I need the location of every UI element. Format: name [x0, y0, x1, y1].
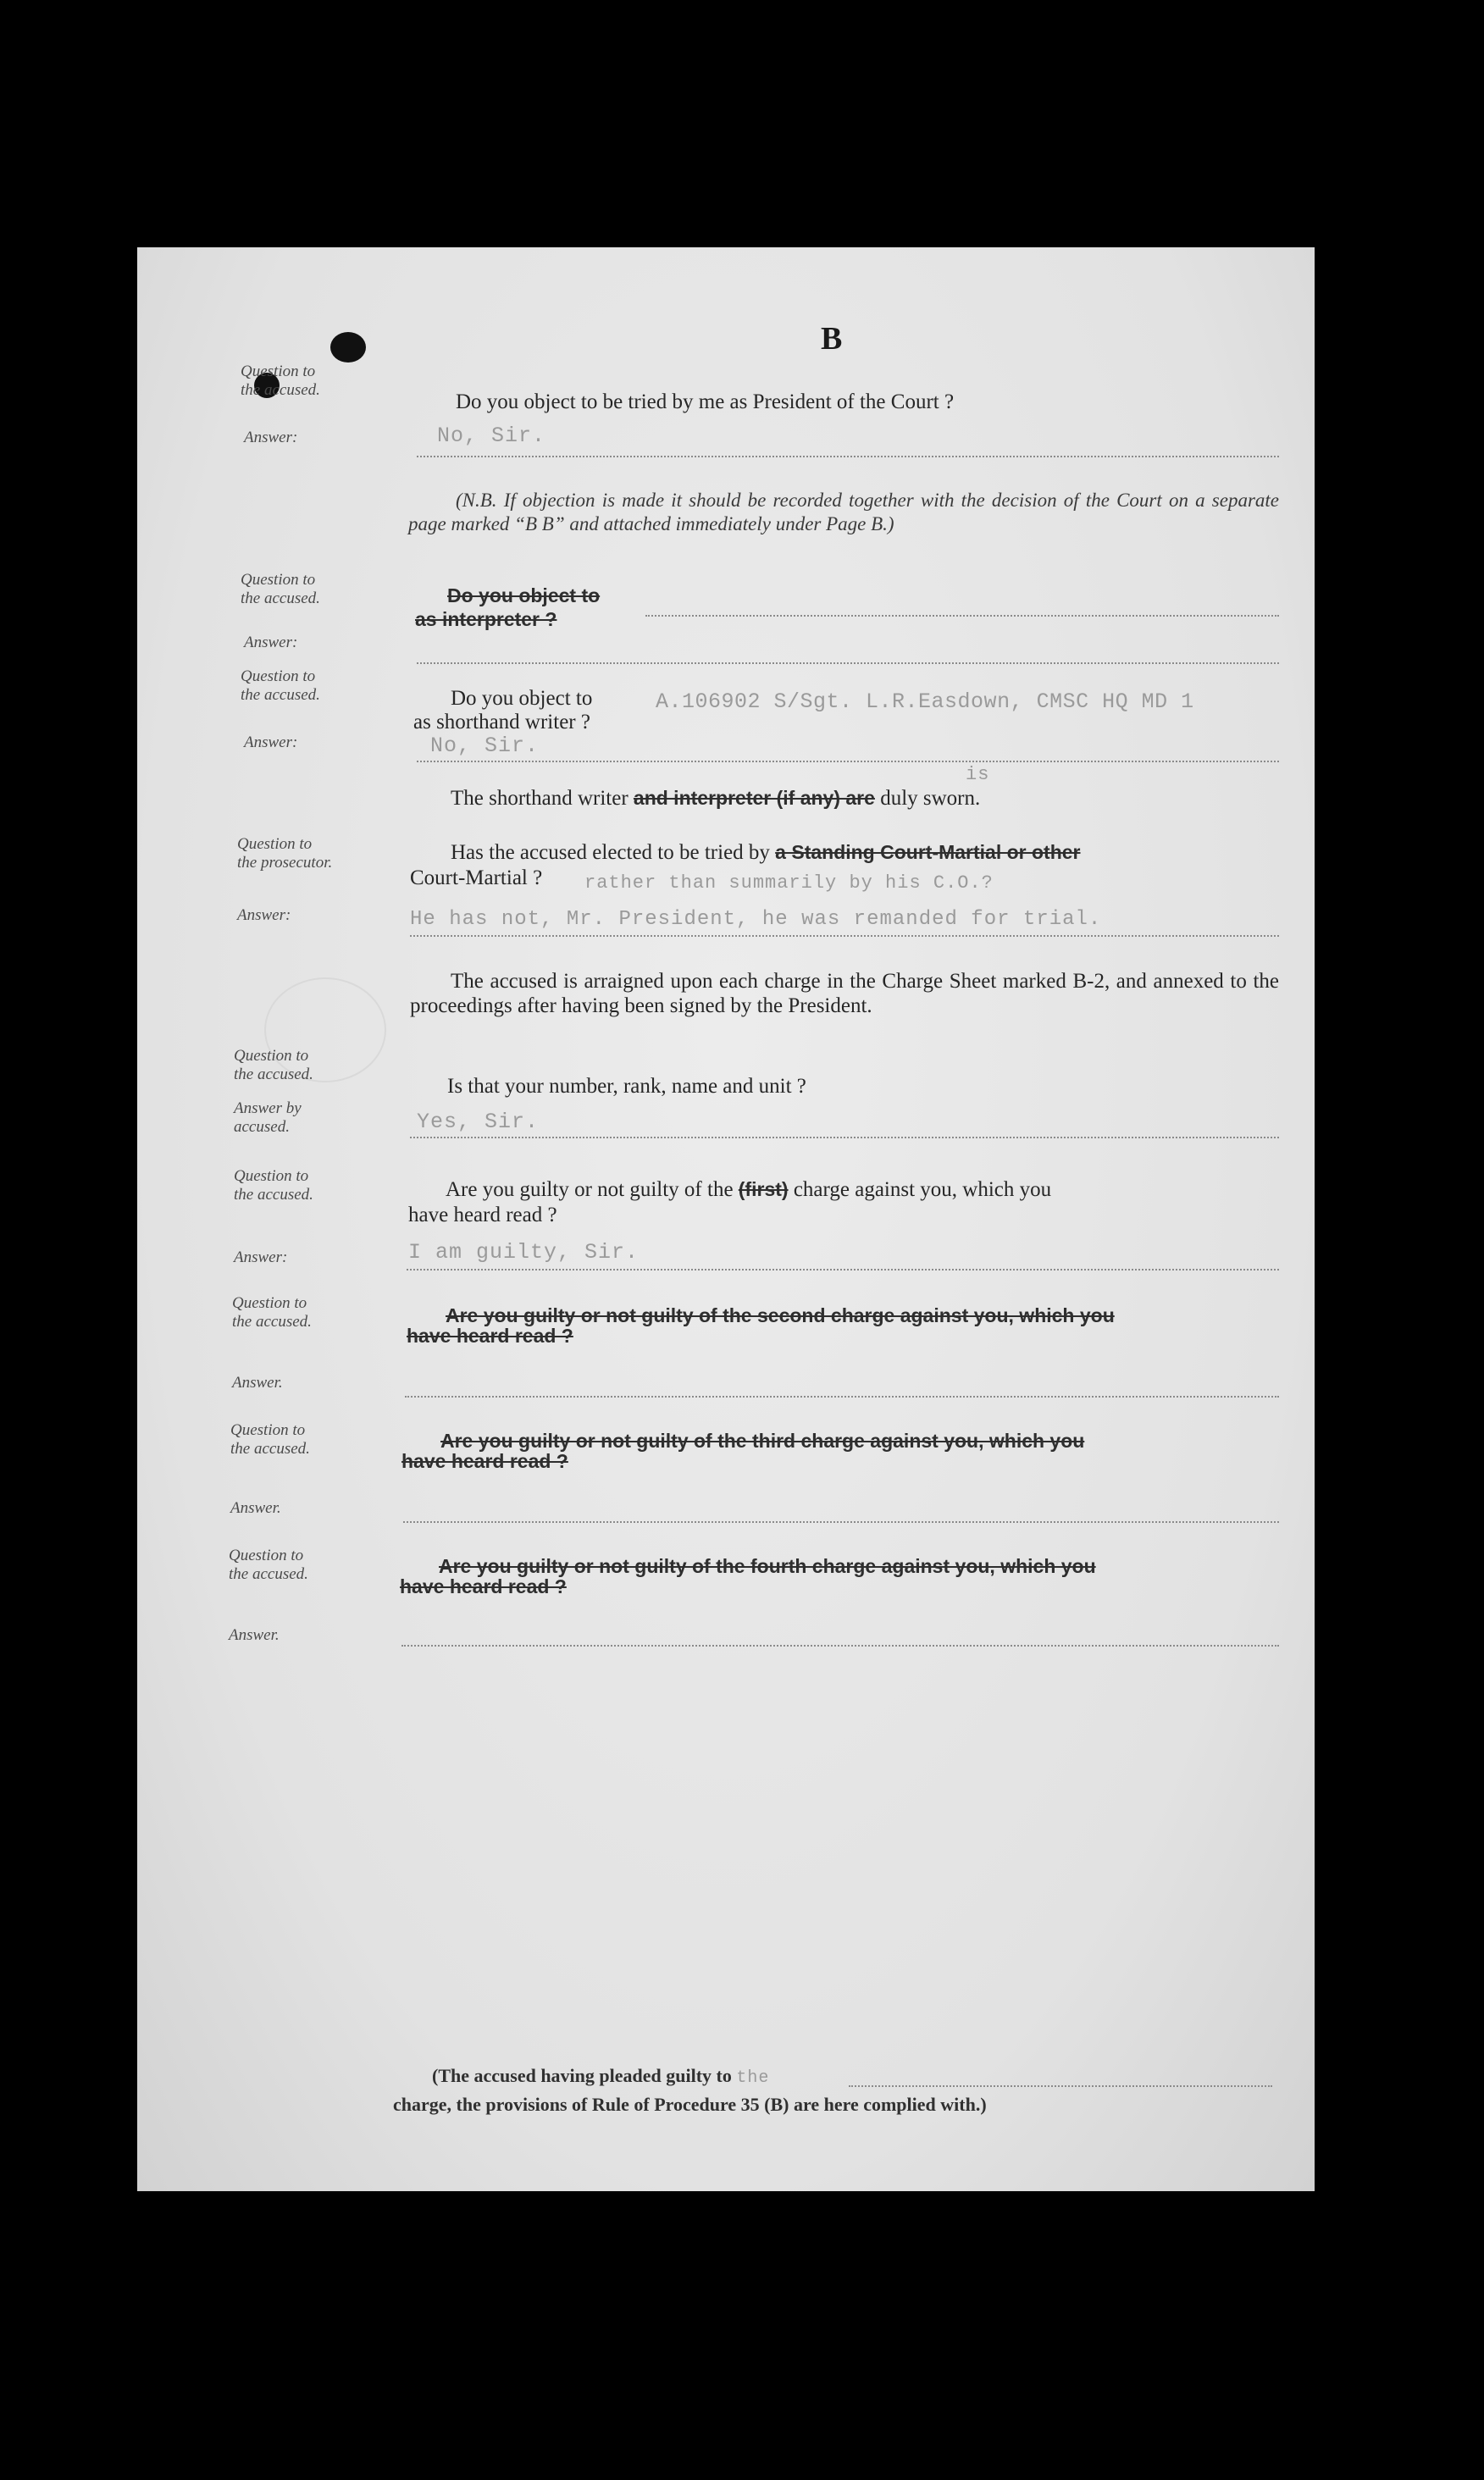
question-identity: Is that your number, rank, name and unit ?	[447, 1075, 806, 1098]
answer-shorthand: No, Sir.	[430, 733, 540, 758]
answer-identity: Yes, Sir.	[417, 1110, 540, 1134]
answer-label: Answer.	[229, 1626, 280, 1644]
question-label: Question to the accused.	[230, 1421, 310, 1458]
footer-line	[849, 2085, 1272, 2087]
question-fourth-charge-line2: have heard read ?	[400, 1575, 567, 1597]
answer-label: Answer:	[244, 634, 298, 651]
answer-line	[405, 1396, 1279, 1398]
sworn-struck: and interpreter (if any) are	[633, 787, 875, 809]
footer-note-line2: charge, the provisions of Rule of Procedure 35 (B) are here complied with.)	[393, 2094, 987, 2115]
answer-line	[407, 1269, 1279, 1270]
ink-blot	[330, 332, 366, 363]
answer-label: Answer:	[244, 733, 298, 751]
question-third-charge-line2: have heard read ?	[401, 1450, 568, 1472]
question-second-charge-line2: have heard read ?	[407, 1325, 573, 1347]
question-fourth-charge: Are you guilty or not guilty of the fourth charge against you, which you	[439, 1555, 1096, 1577]
first-charge-struck: (first)	[738, 1178, 789, 1200]
answer-line	[403, 1521, 1279, 1523]
answer-line	[410, 1137, 1279, 1138]
answer-line	[417, 761, 1279, 762]
footer-typed: the	[736, 2068, 770, 2088]
answer-court-martial: He has not, Mr. President, he was remanded for trial.	[410, 908, 1102, 931]
shorthand-writer-name: A.106902 S/Sgt. L.R.Easdown, CMSC HQ MD 1	[656, 689, 1194, 714]
question-label: Question to the prosecutor.	[237, 835, 333, 872]
page-letter: B	[821, 321, 843, 357]
answer-label: Answer:	[234, 1248, 288, 1266]
question-label: Question to the accused.	[232, 1294, 312, 1331]
question-label: Question to the accused.	[229, 1547, 308, 1583]
answer-line	[417, 662, 1279, 664]
answer-label: Answer by accused.	[234, 1099, 302, 1136]
answer-label: Answer.	[230, 1499, 281, 1517]
question-second-charge: Are you guilty or not guilty of the second charge against you, which you	[446, 1304, 1115, 1326]
sworn-typed-is: is	[966, 764, 990, 785]
question-third-charge: Are you guilty or not guilty of the third charge against you, which you	[440, 1430, 1085, 1452]
answer-line	[401, 1645, 1279, 1647]
court-martial-struck: a Standing Court-Martial or other	[775, 841, 1081, 863]
objection-note: (N.B. If objection is made it should be recorded together with the decision of the Court on a separate page marked “B B” and attached immediately under Page B.)	[408, 490, 1279, 534]
answer-first-charge: I am guilty, Sir.	[408, 1240, 640, 1265]
arraignment-text: The accused is arraigned upon each charge in the Charge Sheet marked B-2, and annexed to the proceedings after having been signed by the President.	[410, 970, 1279, 1017]
question-shorthand-line2: as shorthand writer ?	[413, 711, 590, 733]
answer-label: Answer:	[237, 906, 291, 924]
answer-label: Answer:	[244, 429, 298, 446]
form-page	[137, 247, 1315, 2191]
question-court-martial: Has the accused elected to be tried by a Standing Court-Martial or other	[451, 841, 1081, 864]
sworn-statement: The shorthand writer and interpreter (if any) are duly sworn.	[451, 787, 981, 810]
question-label: Question to the accused.	[241, 571, 320, 607]
court-martial-typed: rather than summarily by his C.O.?	[584, 872, 994, 894]
question-first-charge: Are you guilty or not guilty of the (first) charge against you, which you	[446, 1178, 1052, 1201]
question-label: Question to the accused.	[234, 1167, 313, 1204]
question-court-martial-line2: Court-Martial ?	[410, 866, 543, 889]
footer-note: (The accused having pleaded guilty to the	[432, 2065, 770, 2088]
question-first-charge-line2: have heard read ?	[408, 1204, 557, 1226]
answer-president: No, Sir.	[437, 423, 546, 448]
question-label: Question to the accused.	[241, 363, 320, 399]
question-label: Question to the accused.	[241, 667, 320, 704]
question-interpreter: Do you object to	[447, 584, 601, 606]
answer-line	[410, 935, 1279, 937]
answer-line	[417, 456, 1279, 457]
question-shorthand: Do you object to	[451, 687, 593, 710]
question-label: Question to the accused.	[234, 1047, 313, 1083]
question-president: Do you object to be tried by me as President of the Court ?	[456, 390, 955, 413]
question-interpreter-line2: as interpreter ?	[415, 608, 557, 630]
interpreter-line	[645, 615, 1279, 617]
answer-label: Answer.	[232, 1374, 283, 1392]
